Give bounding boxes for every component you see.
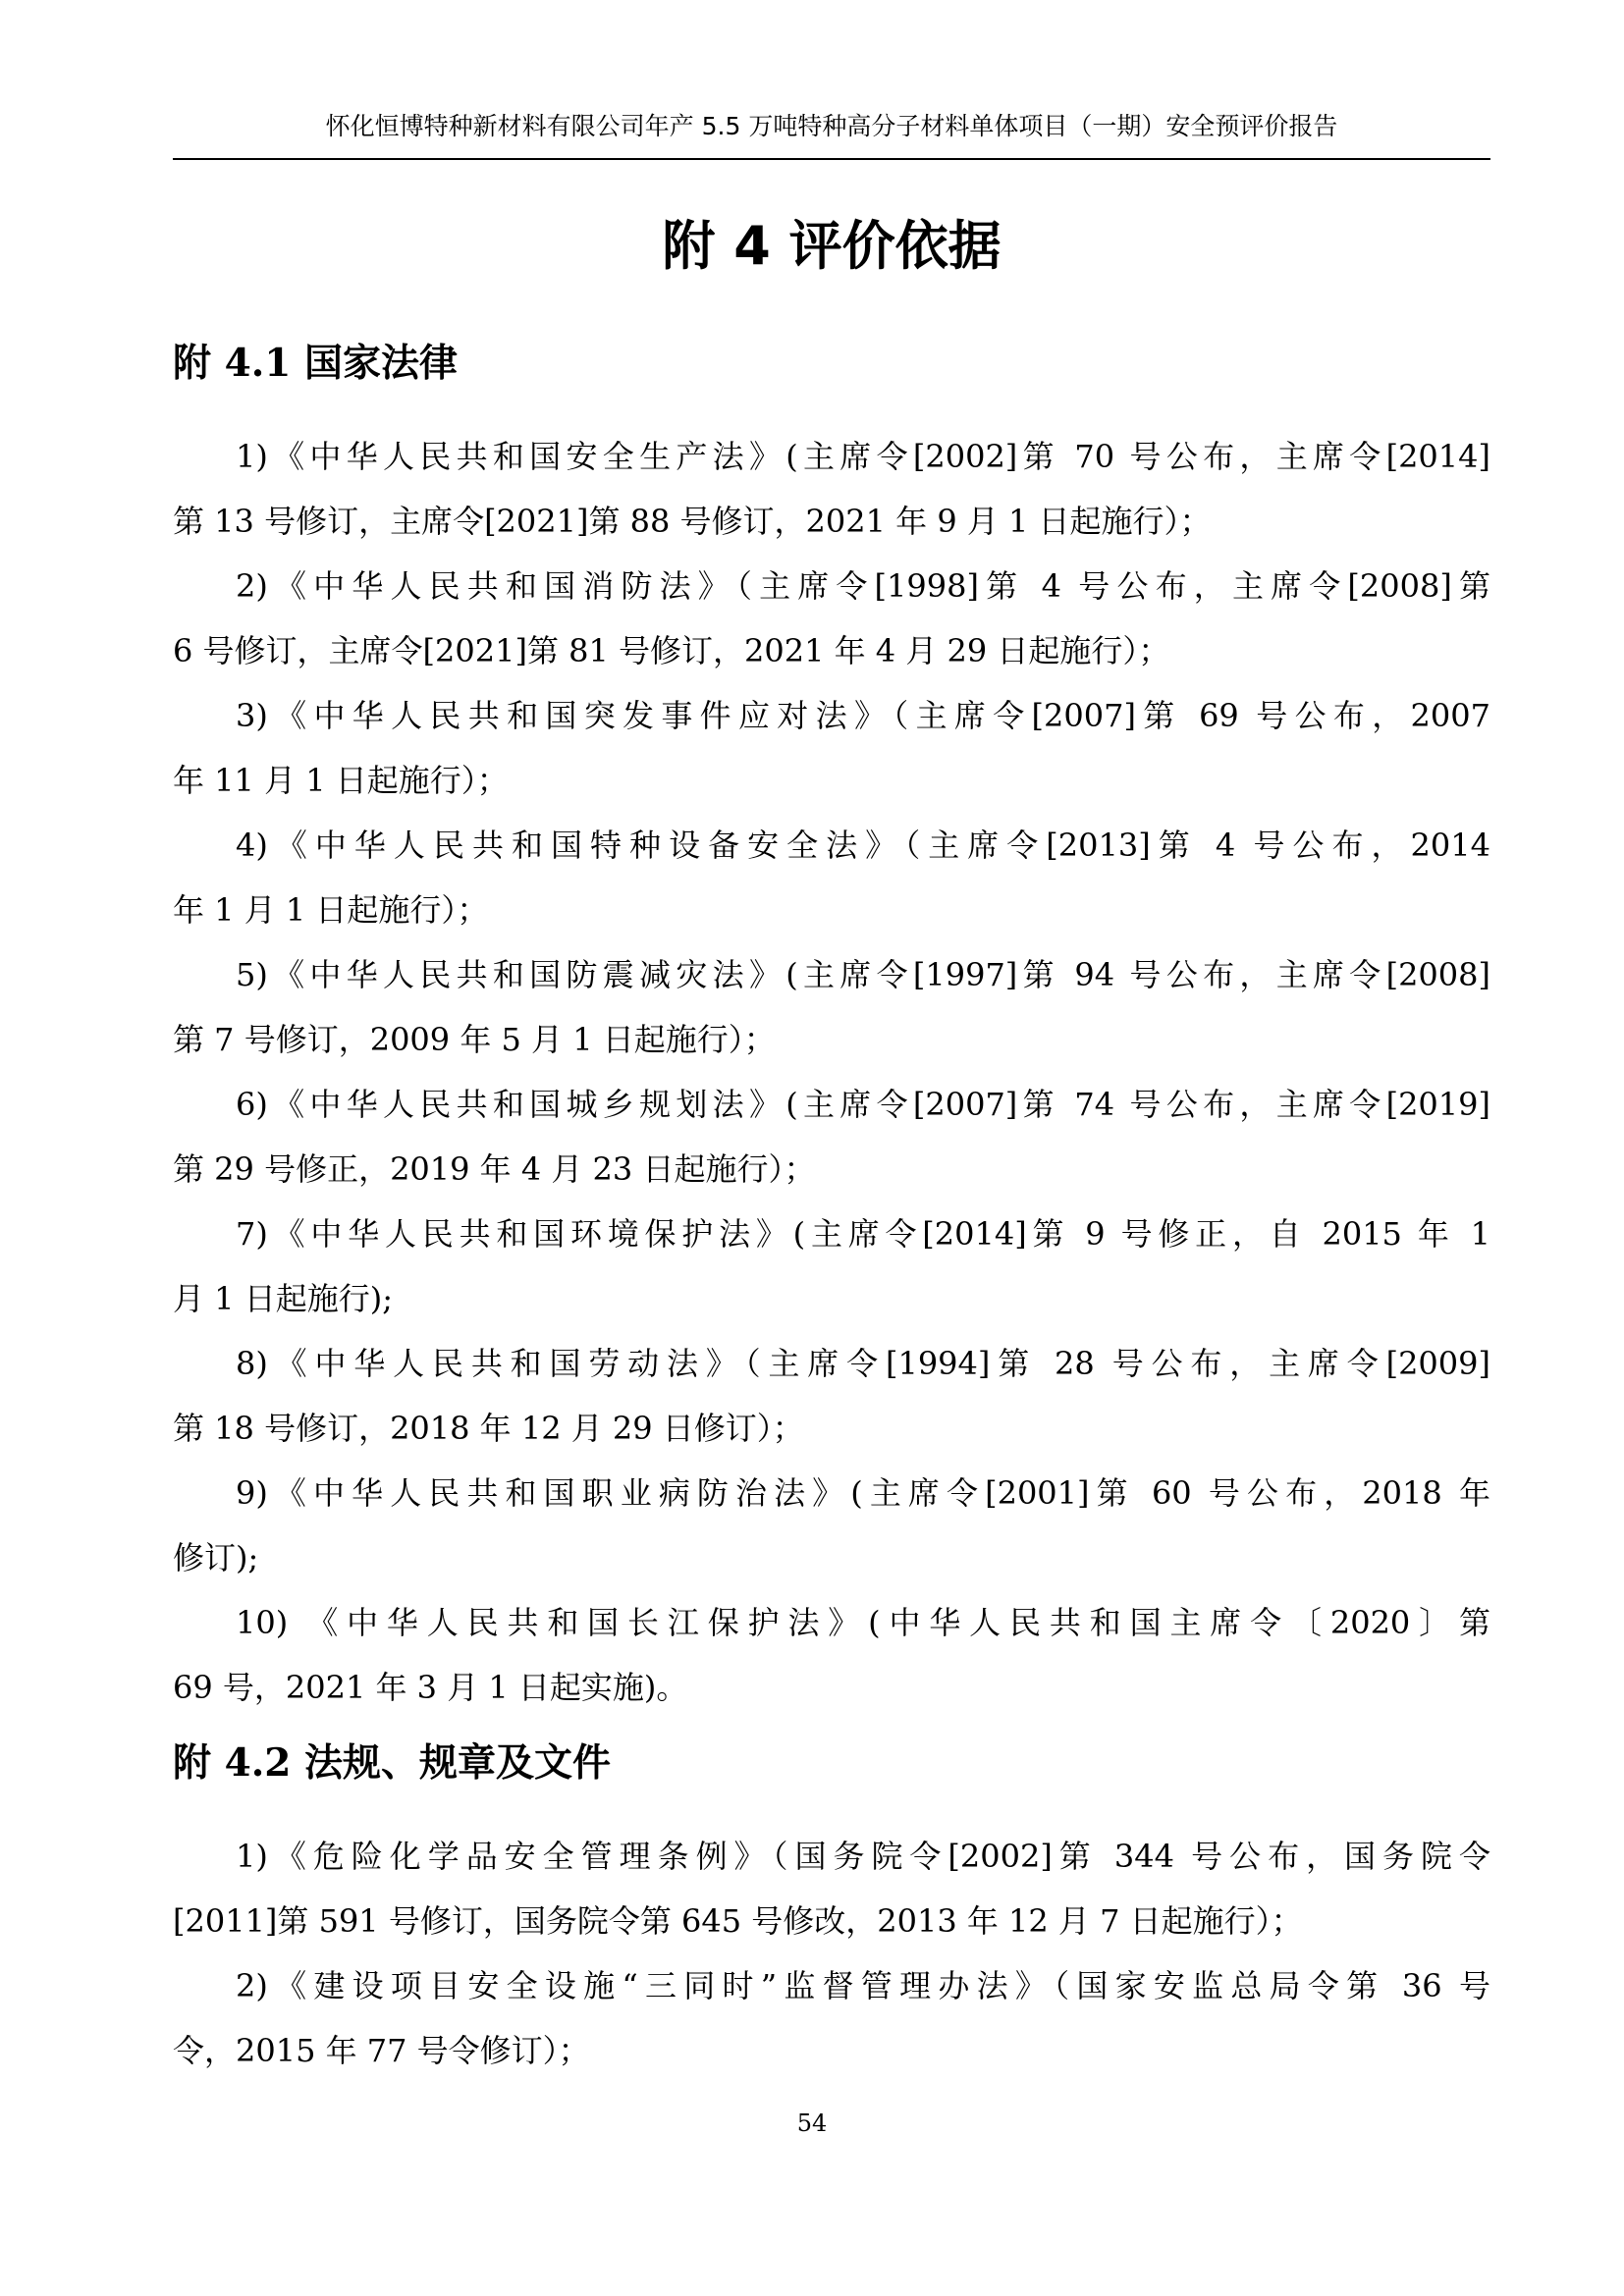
law-item: [173, 1331, 1490, 1461]
law-item: [173, 1201, 1490, 1331]
law-item-line-1: 5)《中华人民共和国防震减灾法》(主席令[1997]第 94 号公布，主席令[2008]: [236, 956, 1490, 993]
regulation-item-line-1: 2)《建设项目安全设施“三同时”监督管理办法》（国家安监总局令第 36 号: [236, 1967, 1490, 2004]
law-item: [173, 683, 1490, 813]
law-item-line-1: 7)《中华人民共和国环境保护法》(主席令[2014]第 9 号修正，自 2015 年 1: [236, 1215, 1490, 1253]
law-item-line-1: 10) 《中华人民共和国长江保护法》(中华人民共和国主席令〔2020〕第: [236, 1604, 1490, 1641]
law-item-line-2: 第 29 号修正，2019 年 4 月 23 日起施行）；: [173, 1150, 816, 1188]
regulation-item-line-2: 令，2015 年 77 号令修订）；: [173, 2032, 590, 2069]
page-title: 附 4 评价依据: [662, 215, 1001, 277]
law-item: [173, 813, 1490, 942]
regulation-item: [173, 1953, 1490, 2083]
law-item-line-2: 6 号修订，主席令[2021]第 81 号修订，2021 年 4 月 29 日起施行）；: [173, 632, 1170, 669]
law-item-line-1: 3)《中华人民共和国突发事件应对法》（主席令[2007]第 69 号公布，2007: [236, 697, 1490, 734]
law-item-line-1: 1)《中华人民共和国安全生产法》(主席令[2002]第 70 号公布，主席令[2014]: [236, 438, 1490, 475]
header-rule: [173, 158, 1490, 160]
page-number: 54: [796, 2109, 828, 2137]
regulation-item: [173, 1824, 1490, 1953]
law-item-line-2: 修订);: [173, 1539, 259, 1576]
law-item: [173, 554, 1490, 683]
law-item-line-1: 2)《中华人民共和国消防法》（主席令[1998]第 4 号公布，主席令[2008]第: [236, 567, 1490, 605]
law-item-line-1: 6)《中华人民共和国城乡规划法》(主席令[2007]第 74 号公布，主席令[2019]: [236, 1086, 1490, 1123]
law-item-line-2: 第 7 号修订，2009 年 5 月 1 日起施行）；: [173, 1021, 776, 1058]
law-item-line-2: 第 18 号修订，2018 年 12 月 29 日修订）；: [173, 1410, 804, 1447]
law-item-line-1: 8)《中华人民共和国劳动法》（主席令[1994]第 28 号公布，主席令[2009]: [236, 1345, 1490, 1382]
law-item-line-2: 69 号，2021 年 3 月 1 日起实施)。: [173, 1669, 688, 1706]
law-item-line-1: 4)《中华人民共和国特种设备安全法》（主席令[2013]第 4 号公布，2014: [236, 827, 1490, 864]
law-item: [173, 1590, 1490, 1720]
section-heading-national-laws: 附 4.1 国家法律: [173, 341, 459, 386]
law-item: [173, 1072, 1490, 1201]
law-item-line-2: 年 1 月 1 日起施行）；: [173, 891, 489, 929]
law-item-line-1: 9)《中华人民共和国职业病防治法》(主席令[2001]第 60 号公布，2018 年: [236, 1474, 1490, 1512]
running-header: 怀化恒博特种新材料有限公司年产 5.5 万吨特种高分子材料单体项目（一期）安全预评价报告: [325, 112, 1338, 140]
law-item: [173, 1461, 1490, 1590]
law-item: [173, 424, 1490, 554]
law-item-line-2: 月 1 日起施行);: [173, 1280, 393, 1317]
regulation-item-line-1: 1)《危险化学品安全管理条例》（国务院令[2002]第 344 号公布，国务院令: [236, 1838, 1490, 1875]
law-item-line-2: 第 13 号修订，主席令[2021]第 88 号修订，2021 年 9 月 1 日起施行）；: [173, 503, 1212, 540]
law-item: [173, 942, 1490, 1072]
regulation-item-line-2: [2011]第 591 号修订，国务院令第 645 号修改，2013 年 12 月 7 日起施行）；: [173, 1902, 1303, 1940]
law-item-line-2: 年 11 月 1 日起施行）；: [173, 762, 509, 799]
section-heading-regulations: 附 4.2 法规、规章及文件: [173, 1740, 612, 1786]
